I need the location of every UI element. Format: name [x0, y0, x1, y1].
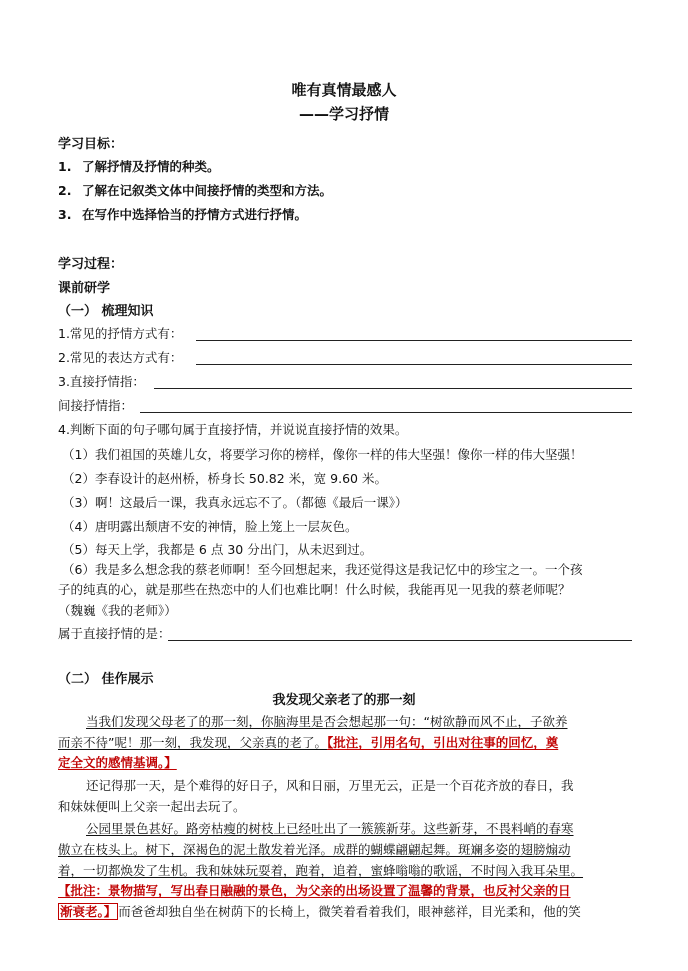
goal-number: 3.	[58, 207, 72, 222]
essay-paragraph-line: 还记得那一天，是个难得的好日子，风和日丽，万里无云，正是一个百花齐放的春日，我	[86, 778, 574, 793]
goal-text: 了解抒情及抒情的种类。	[82, 159, 220, 174]
question-label: 2.常见的表达方式有：	[58, 350, 183, 365]
sentence-item: 子的纯真的心，就是那些在热恋中的人们也难比啊！什么时候，我能再见一见我的蔡老师呢？	[58, 582, 571, 597]
annotation: 【批注，引用名句，引出对往事的回忆，奠	[326, 735, 559, 750]
essay-text: 而亲不待”呢！那一刻，我发现，父亲真的老了。	[58, 735, 327, 750]
essay-paragraph-line	[58, 733, 558, 751]
essay-paragraph-line	[58, 902, 581, 920]
goal-item	[58, 157, 220, 175]
page-title: 唯有真情最感人	[291, 81, 397, 99]
goal-text: 在写作中选择恰当的抒情方式进行抒情。	[82, 207, 308, 222]
section-heading-showcase: （二） 佳作展示	[58, 672, 154, 687]
essay-paragraph-line: 着，一切都焕发了生机。我和妹妹玩耍着，跑着，追着，蜜蜂嗡嗡的歌谣，不时闯入我耳朵里。	[58, 863, 584, 878]
sentence-item: （6）我是多么想念我的蔡老师啊！至今回想起来，我还觉得这是我记忆中的珍宝之一。一个孩	[62, 562, 583, 577]
goal-number: 1.	[58, 159, 72, 174]
essay-paragraph-line: 公园里景色甚好。路旁枯瘦的树枝上已经吐出了一簇簇新芽。这些新芽，不畏料峭的春寒	[86, 821, 574, 836]
answer-line[interactable]	[196, 364, 632, 365]
sentence-item: （5）每天上学，我都是 6 点 30 分出门，从未迟到过。	[62, 542, 373, 557]
annotation-text: 【批注：景物描写，写出春日融融的景色，为父亲的出场设置了温馨的背景，也反衬父亲的日	[58, 883, 571, 898]
essay-text: 而爸爸却独自坐在树荫下的长椅上，微笑着看着我们，眼神慈祥，目光柔和，他的笑	[118, 904, 581, 919]
sentence-item: （1）我们祖国的英雄儿女，将要学习你的榜样，像你一样的伟大坚强！像你一样的伟大坚强！	[62, 447, 583, 462]
question-label: 1.常见的抒情方式有：	[58, 326, 183, 341]
question-label: 4.判断下面的句子哪句属于直接抒情，并说说直接抒情的效果。	[58, 422, 408, 437]
pre-study-heading: 课前研学	[58, 281, 111, 296]
sentence-item: （3）啊！这最后一课，我真永远忘不了。（都德《最后一课》）	[62, 495, 408, 510]
sentence-item: （2）李春设计的赵州桥，桥身长 50.82 米，宽 9.60 米。	[62, 471, 387, 486]
page-subtitle: ——学习抒情	[298, 105, 389, 123]
essay-paragraph-line: 和妹妹便叫上父亲一起出去玩了。	[58, 799, 246, 814]
goal-item	[58, 205, 307, 223]
goal-text: 了解在记叙类文体中间接抒情的类型和方法。	[82, 183, 333, 198]
question-label: 间接抒情指：	[58, 398, 134, 413]
question-label: 3.直接抒情指：	[58, 374, 145, 389]
answer-line[interactable]	[196, 340, 632, 341]
question-label: 属于直接抒情的是：	[58, 626, 171, 641]
annotation	[58, 881, 571, 899]
sentence-item: （4）唐明露出颓唐不安的神情，脸上笼上一层灰色。	[62, 519, 358, 534]
goal-item	[58, 181, 332, 199]
essay-paragraph-line: 傲立在枝头上。树下，深褐色的泥土散发着光泽。成群的蝴蝶翩翩起舞。斑斓多姿的翅膀煽动	[58, 842, 571, 857]
annotation: 定全文的感情基调。】	[58, 755, 177, 770]
goal-number: 2.	[58, 183, 72, 198]
answer-line[interactable]	[154, 388, 632, 389]
essay-title: 我发现父亲老了的那一刻	[272, 693, 416, 708]
sentence-item: （魏巍《我的老师》）	[58, 603, 177, 618]
answer-line[interactable]	[168, 640, 632, 641]
process-heading: 学习过程：	[58, 257, 124, 272]
essay-paragraph-line: 当我们发现父母老了的那一刻，你脑海里是否会想起那一句：“树欲静而风不止，子欲养	[86, 714, 568, 729]
section-heading-knowledge: （一） 梳理知识	[58, 304, 154, 319]
annotation-text: 渐衰老。】	[60, 904, 117, 919]
goals-heading: 学习目标：	[58, 137, 124, 152]
answer-line[interactable]	[140, 412, 632, 413]
